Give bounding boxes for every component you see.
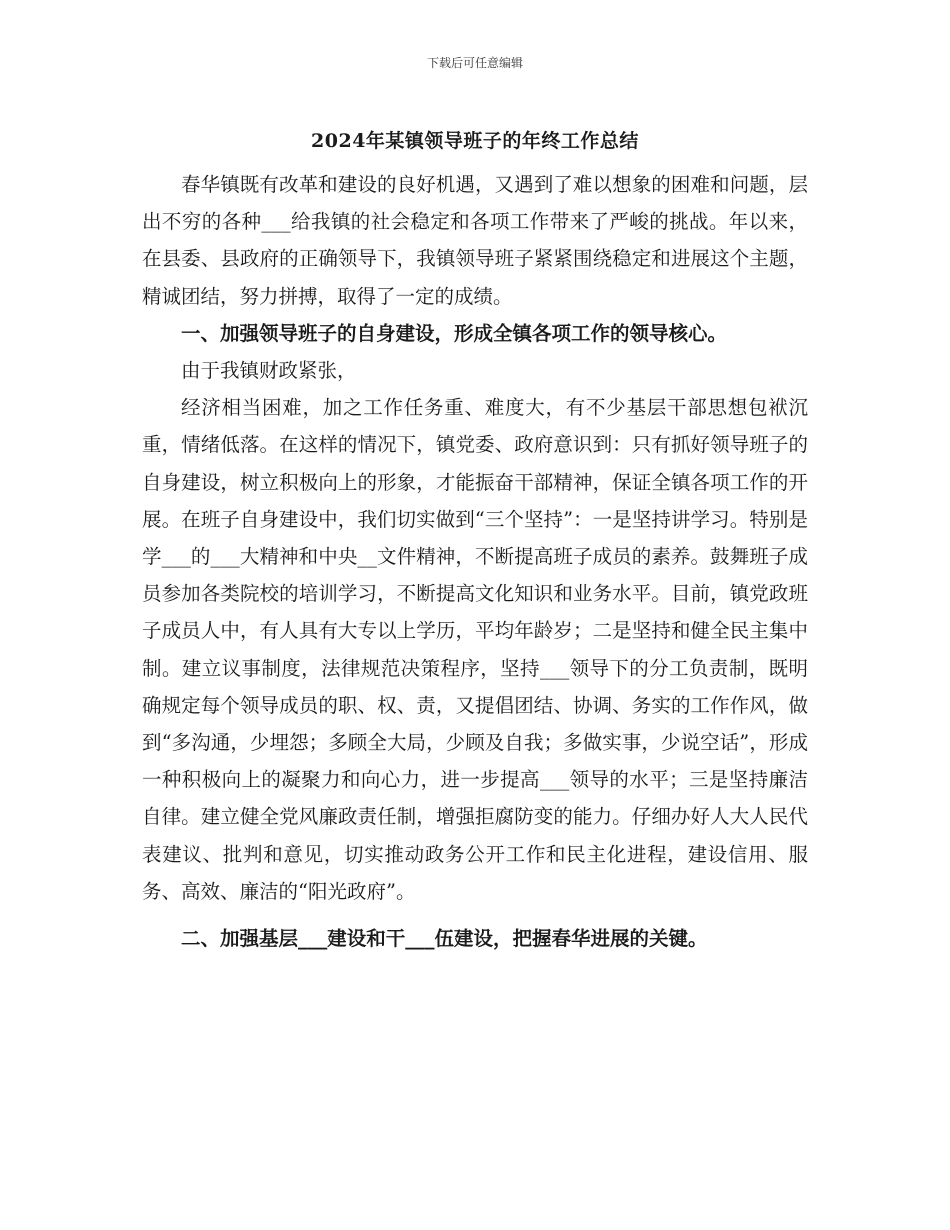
document-body — [142, 166, 808, 957]
section-heading-2: 二、加强基层___建设和干___伍建设，把握春华进展的关键。 — [181, 927, 708, 951]
header-note: 下载后可任意编辑 — [426, 56, 523, 70]
document-title: 2024年某镇领导班子的年终工作总结 — [311, 130, 639, 152]
section-heading-1: 一、加强领导班子的自身建设，形成全镇各项工作的领导核心。 — [181, 321, 728, 345]
body-paragraph: 经济相当困难，加之工作任务重、难度大，有不少基层干部思想包袱沉重，情绪低落。在这样的情况下，镇党委、政府意识到：只有抓好领导班子的自身建设，树立积极向上的形象，才能振奋干部精神，保证全镇各项工作的开展。在班子自身建设中，我们切实做到“三个坚持”：一是坚持讲学习。特别是学___的___大精神和中央__文件精神，不断提高班子成员的素养。鼓舞班子成员参加各类院校的培训学习，不断提高文化知识和业务水平。目前，镇党政班子成员人中，有人具有大专以上学历，平均年龄岁；二是坚持和健全民主集中制。建立议事制度，法律规范决策程序，坚持___领导下的分工负责制，既明确规定每个领导成员的职、权、责，又提倡团结、协调、务实的工作作风，做到“多沟通，少埋怨；多顾全大局，少顾及自我；多做实事，少说空话”，形成一种积极向上的凝聚力和向心力，进一步提高___领导的水平；三是坚持廉洁自律。建立健全党风廉政责任制，增强拒腐防变的能力。仔细办好人大人民代表建议、批判和意见，切实推动政务公开工作和民主化进程，建设信用、服务、高效、廉洁的“阳光政府”。 — [142, 396, 808, 903]
body-paragraph: 由于我镇财政紧张， — [181, 359, 357, 383]
intro-paragraph: 春华镇既有改革和建设的良好机遇，又遇到了难以想象的困难和问题，层出不穷的各种___给我镇的社会稳定和各项工作带来了严峻的挑战。年以来，在县委、县政府的正确领导下，我镇领导班子紧紧围绕稳定和进展这个主题，精诚团结，努力拼搏，取得了一定的成绩。 — [142, 173, 808, 308]
